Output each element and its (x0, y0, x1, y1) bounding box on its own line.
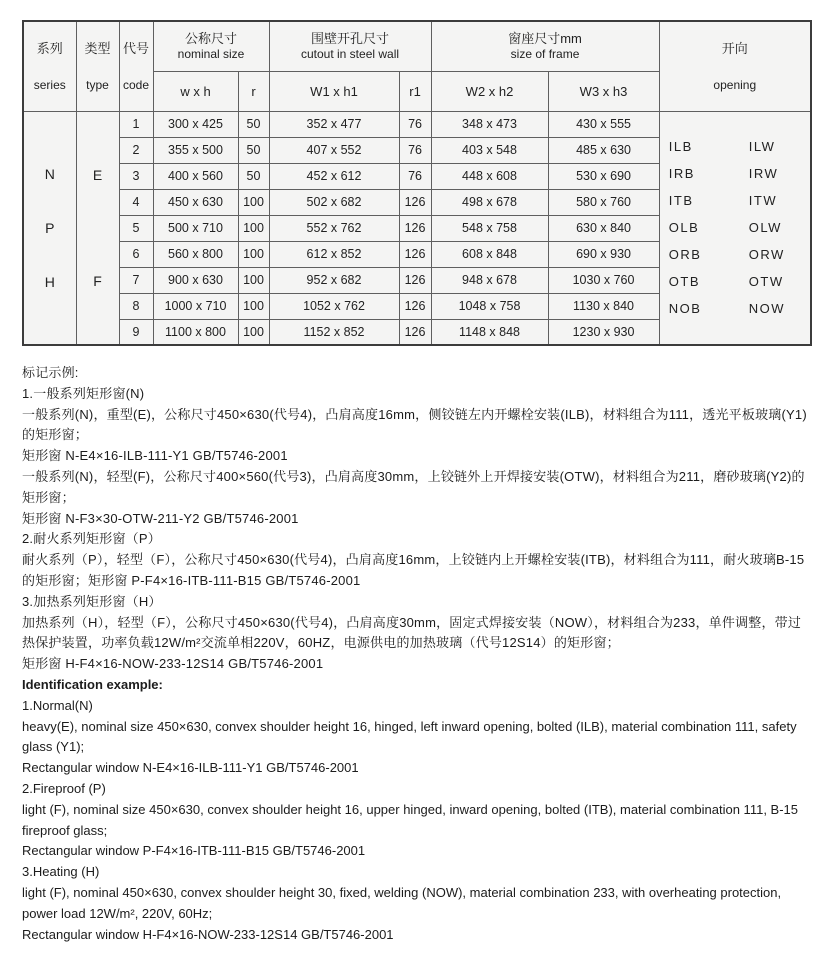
nominal-wxh-cell: 1100 x 800 (153, 319, 238, 345)
frame-w3h3-cell: 690 x 930 (548, 241, 659, 267)
nominal-r-cell: 100 (238, 293, 269, 319)
type-letter: F (93, 272, 102, 289)
cutout-r1-cell: 76 (399, 163, 431, 189)
opening-label-zh: 开向 (721, 40, 748, 56)
opening-cell (659, 111, 811, 345)
nominal-wxh-cell: 355 x 500 (153, 137, 238, 163)
opening-code: ILW (748, 139, 776, 155)
note-line: Rectangular window N-E4×16-ILB-111-Y1 GB/T5746-2001 (22, 760, 359, 776)
spec-table-body (23, 111, 811, 345)
col-header-code (119, 21, 153, 111)
type-letter: E (92, 166, 103, 183)
note-line: Rectangular window H-F4×16-NOW-233-12S14 GB/T5746-2001 (22, 926, 394, 942)
frame-w2h2-cell: 608 x 848 (431, 241, 548, 267)
nominal-wxh-cell: 450 x 630 (153, 189, 238, 215)
cutout-w1h1-cell: 502 x 682 (269, 189, 399, 215)
col-header-frame-size (431, 21, 659, 71)
series-cell (23, 111, 76, 345)
nominal-r-cell: 50 (238, 163, 269, 189)
cutout-r1-cell: 76 (399, 111, 431, 137)
opening-code: OLB (668, 220, 700, 236)
code-cell: 2 (119, 137, 153, 163)
note-line: 矩形窗 N-E4×16-ILB-111-Y1 GB/T5746-2001 (22, 448, 288, 464)
nominal-r-cell: 50 (238, 137, 269, 163)
type-label-zh: 类型 (84, 40, 111, 56)
note-line: heavy(E), nominal size 450×630, convex shoulder height 16, hinged, left inward opening, bolted (ILB), material combination 111, safety glass (Y1); (22, 718, 797, 755)
opening-code: ORW (748, 247, 785, 263)
frame-w3h3-cell: 1230 x 930 (548, 319, 659, 345)
note-line: light (F), nominal 450×630, convex shoulder height 30, fixed, welding (NOW), material combination 233, with overheating protection, power load 12W/m², 220V, 60Hz; (22, 884, 782, 921)
note-line: 耐火系列（P），轻型（F），公称尺寸450×630(代号4)，凸肩高度16mm，上铰链内上开螺栓安装(ITB)，材料组合为111，耐火玻璃B-15的矩形窗；矩形窗 P-F4×16-ITB-111-B15 GB/T5746-2001 (22, 552, 805, 588)
code-cell: 8 (119, 293, 153, 319)
code-cell: 5 (119, 215, 153, 241)
nominal-r-cell: 50 (238, 111, 269, 137)
frame-w2h2-cell: 448 x 608 (431, 163, 548, 189)
cutout-r1-cell: 126 (399, 241, 431, 267)
cutout-w1h1-cell: 1052 x 762 (269, 293, 399, 319)
nominal-r-cell: 100 (238, 215, 269, 241)
spec-table (22, 20, 812, 346)
opening-code: ORB (668, 247, 702, 263)
opening-code: IRB (668, 166, 695, 182)
col-header-r1: r1 (399, 71, 431, 111)
cutout-r1-cell: 126 (399, 319, 431, 345)
opening-code: OLW (748, 220, 782, 236)
opening-code: ITB (668, 193, 694, 209)
cutout-w1h1-cell: 352 x 477 (269, 111, 399, 137)
nominal-label-en: nominal size (177, 47, 245, 62)
en-notes-title: Identification example: (22, 676, 163, 692)
opening-code: ITW (748, 193, 778, 209)
frame-w3h3-cell: 630 x 840 (548, 215, 659, 241)
frame-w3h3-cell: 485 x 630 (548, 137, 659, 163)
col-header-series (23, 21, 76, 111)
note-line: 一般系列(N)，轻型(F)，公称尺寸400×560(代号3)，凸肩高度30mm，上铰链外上开焊接安装(OTW)，材料组合为211，磨砂玻璃(Y2)的矩形窗； (22, 468, 805, 505)
note-line: 1.Normal(N) (22, 697, 93, 713)
frame-w2h2-cell: 1048 x 758 (431, 293, 548, 319)
code-label-zh: 代号 (122, 40, 149, 56)
frame-w2h2-cell: 498 x 678 (431, 189, 548, 215)
notes-zh-section (22, 363, 810, 675)
col-header-cutout (269, 21, 431, 71)
nominal-r-cell: 100 (238, 319, 269, 345)
cutout-r1-cell: 126 (399, 267, 431, 293)
opening-label-en: opening (713, 77, 757, 92)
opening-code: OTW (748, 274, 784, 290)
cutout-w1h1-cell: 612 x 852 (269, 241, 399, 267)
note-line: 2.耐火系列矩形窗（P） (22, 531, 161, 547)
frame-w3h3-cell: 1030 x 760 (548, 267, 659, 293)
nominal-wxh-cell: 400 x 560 (153, 163, 238, 189)
frame-w2h2-cell: 548 x 758 (431, 215, 548, 241)
nominal-label-zh: 公称尺寸 (185, 31, 238, 47)
series-letter: N (44, 165, 55, 182)
frame-w2h2-cell: 948 x 678 (431, 267, 548, 293)
note-line: 标记示例: (22, 365, 79, 380)
frame-w3h3-cell: 580 x 760 (548, 189, 659, 215)
nominal-r-cell: 100 (238, 241, 269, 267)
nominal-wxh-cell: 500 x 710 (153, 215, 238, 241)
note-line: 一般系列(N)，重型(E)，公称尺寸450×630(代号4)，凸肩高度16mm，侧铰链左内开螺栓安装(ILB)，材料组合为111，透光平板玻璃(Y1)的矩形窗； (22, 406, 807, 443)
note-line: 3.Heating (H) (22, 864, 100, 880)
code-cell: 1 (119, 111, 153, 137)
col-header-opening (659, 21, 811, 111)
opening-code: IRW (748, 166, 779, 182)
type-label-en: type (86, 77, 109, 92)
cutout-r1-cell: 126 (399, 293, 431, 319)
note-line: Rectangular window P-F4×16-ITB-111-B15 GB/T5746-2001 (22, 843, 366, 859)
col-header-wxh: w x h (153, 71, 238, 111)
code-cell: 9 (119, 319, 153, 345)
col-header-r: r (238, 71, 269, 111)
code-cell: 7 (119, 267, 153, 293)
note-line: 矩形窗 N-F3×30-OTW-211-Y2 GB/T5746-2001 (22, 510, 299, 526)
cutout-r1-cell: 126 (399, 215, 431, 241)
series-letter: P (45, 219, 55, 236)
notes-en-section (22, 675, 810, 945)
series-label-zh: 系列 (36, 40, 63, 56)
series-letter: H (44, 273, 55, 290)
en-notes-lines (22, 696, 810, 946)
note-line: 1.一般系列矩形窗(N) (22, 385, 145, 401)
nominal-wxh-cell: 300 x 425 (153, 111, 238, 137)
table-row (23, 111, 811, 137)
cutout-label-en: cutout in steel wall (300, 47, 400, 62)
opening-code: OTB (668, 274, 701, 290)
cutout-w1h1-cell: 1152 x 852 (269, 319, 399, 345)
code-cell: 4 (119, 189, 153, 215)
code-cell: 3 (119, 163, 153, 189)
cutout-r1-cell: 76 (399, 137, 431, 163)
nominal-wxh-cell: 560 x 800 (153, 241, 238, 267)
opening-code: NOW (748, 301, 786, 317)
frame-w3h3-cell: 1130 x 840 (548, 293, 659, 319)
opening-code: ILB (668, 139, 693, 155)
series-label-en: series (33, 77, 66, 92)
code-cell: 6 (119, 241, 153, 267)
type-cell (76, 111, 119, 345)
cutout-w1h1-cell: 452 x 612 (269, 163, 399, 189)
frame-w2h2-cell: 403 x 548 (431, 137, 548, 163)
nominal-r-cell: 100 (238, 189, 269, 215)
frame-w2h2-cell: 1148 x 848 (431, 319, 548, 345)
frame-w3h3-cell: 430 x 555 (548, 111, 659, 137)
cutout-w1h1-cell: 552 x 762 (269, 215, 399, 241)
col-header-w3xh3: W3 x h3 (548, 71, 659, 111)
note-line: 2.Fireproof (P) (22, 780, 106, 796)
col-header-w2xh2: W2 x h2 (431, 71, 548, 111)
frame-w2h2-cell: 348 x 473 (431, 111, 548, 137)
col-header-type (76, 21, 119, 111)
cutout-w1h1-cell: 952 x 682 (269, 267, 399, 293)
col-header-nominal-size (153, 21, 269, 71)
code-label-en: code (122, 77, 150, 92)
cutout-w1h1-cell: 407 x 552 (269, 137, 399, 163)
note-line: 加热系列（H），轻型（F），公称尺寸450×630(代号4)，凸肩高度30mm，固定式焊接安装（NOW），材料组合为233，单件调整，带过热保护装置，功率负载12W/m²交流单相220V，60HZ，电源供电的加热玻璃（代号12S14）的矩形窗； (22, 614, 802, 651)
frame-label-zh: 窗座尺寸mm (508, 31, 582, 47)
nominal-wxh-cell: 1000 x 710 (153, 293, 238, 319)
nominal-wxh-cell: 900 x 630 (153, 267, 238, 293)
frame-label-en: size of frame (510, 47, 580, 62)
cutout-r1-cell: 126 (399, 189, 431, 215)
cutout-label-zh: 围壁开孔尺寸 (311, 31, 390, 47)
opening-code: NOB (668, 301, 702, 317)
header-row-groups (23, 21, 811, 71)
note-line: light (F), nominal size 450×630, convex shoulder height 16, upper hinged, inward opening, bolted (ITB), material combination 111, B-15 fireproof glass; (22, 801, 799, 838)
col-header-w1xh1: W1 x h1 (269, 71, 399, 111)
frame-w3h3-cell: 530 x 690 (548, 163, 659, 189)
note-line: 矩形窗 H-F4×16-NOW-233-12S14 GB/T5746-2001 (22, 656, 324, 672)
nominal-r-cell: 100 (238, 267, 269, 293)
note-line: 3.加热系列矩形窗（H） (22, 593, 162, 609)
